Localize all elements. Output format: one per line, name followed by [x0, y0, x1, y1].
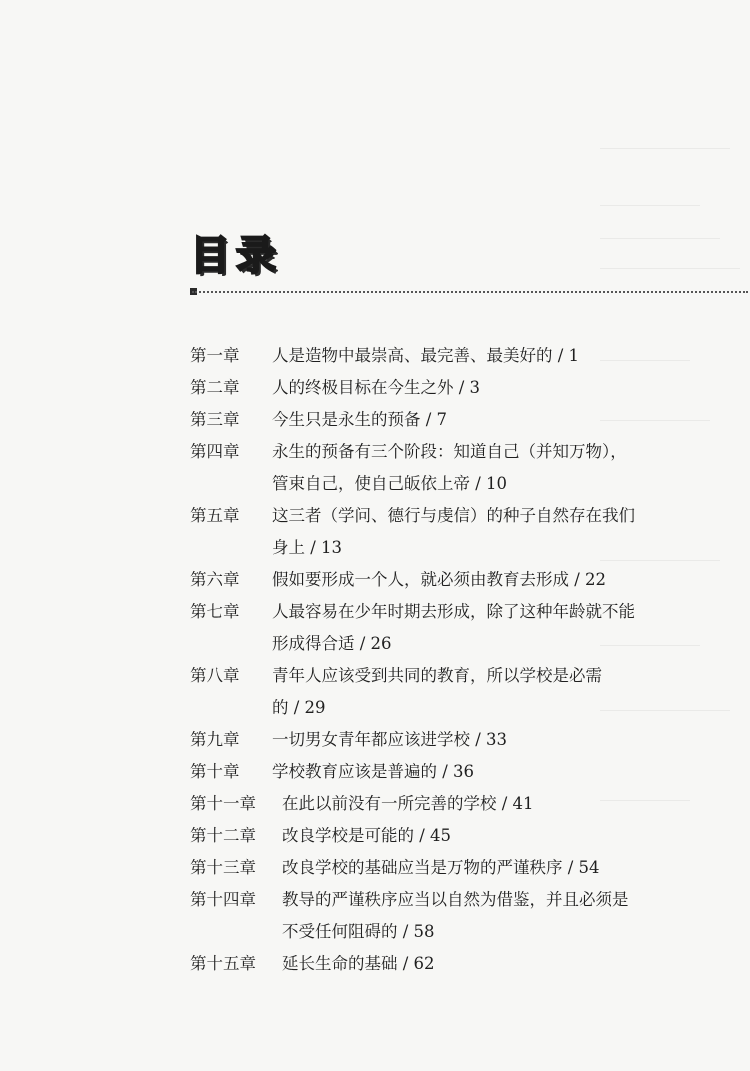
- toc-entry: [190, 724, 660, 756]
- chapter-title-line: 青年人应该受到共同的教育，所以学校是必需: [272, 666, 602, 685]
- chapter-label: 第五章: [190, 506, 240, 525]
- chapter-title-line: 今生只是永生的预备 / 7: [272, 410, 448, 429]
- chapter-title-line: 一切男女青年都应该进学校 / 33: [272, 730, 508, 749]
- chapter-title: [282, 884, 660, 948]
- chapter-title-line: 管束自己，使自己皈依上帝 / 10: [272, 474, 508, 493]
- chapter-title-line: 永生的预备有三个阶段：知道自己（并知万物），: [272, 442, 627, 461]
- chapter-title: [272, 724, 660, 756]
- chapter-title: [272, 660, 660, 724]
- chapter-title: [272, 596, 660, 660]
- chapter-title: [282, 948, 660, 980]
- toc-entry: [190, 852, 660, 884]
- chapter-title: [272, 436, 660, 500]
- chapter-title: [272, 340, 660, 372]
- chapter-label: 第四章: [190, 442, 240, 461]
- chapter-title: [282, 788, 660, 820]
- page-title: 目录: [190, 233, 282, 279]
- chapter-label: 第七章: [190, 602, 240, 621]
- chapter-label: 第十五章: [190, 954, 256, 973]
- chapter-title-line: 教导的严谨秩序应当以自然为借鉴，并且必须是: [282, 890, 629, 909]
- chapter-label: 第九章: [190, 730, 240, 749]
- chapter-title-line: 人最容易在少年时期去形成，除了这种年龄就不能: [272, 602, 635, 621]
- chapter-label: 第十二章: [190, 826, 256, 845]
- chapter-label: 第三章: [190, 410, 240, 429]
- chapter-title: [282, 820, 660, 852]
- chapter-title-line: 假如要形成一个人，就必须由教育去形成 / 22: [272, 570, 607, 589]
- chapter-title: [272, 564, 660, 596]
- title-dotted-rule: [192, 291, 748, 293]
- toc-entry: [190, 884, 660, 948]
- chapter-title-line: 的 / 29: [272, 698, 326, 717]
- toc-entry: [190, 596, 660, 660]
- chapter-label: 第十三章: [190, 858, 256, 877]
- toc-entry: [190, 436, 660, 500]
- toc-entry: [190, 404, 660, 436]
- chapter-title: [272, 756, 660, 788]
- chapter-label: 第八章: [190, 666, 240, 685]
- chapter-title: [272, 372, 660, 404]
- toc-entry: [190, 660, 660, 724]
- chapter-title-line: 改良学校是可能的 / 45: [282, 826, 452, 845]
- toc-entry: [190, 756, 660, 788]
- chapter-title: [282, 852, 660, 884]
- chapter-label: 第二章: [190, 378, 240, 397]
- chapter-title-line: 延长生命的基础 / 62: [282, 954, 435, 973]
- chapter-title-line: 在此以前没有一所完善的学校 / 41: [282, 794, 534, 813]
- chapter-title-line: 不受任何阻碍的 / 58: [282, 922, 435, 941]
- chapter-label: 第十四章: [190, 890, 256, 909]
- toc-entry: [190, 564, 660, 596]
- chapter-title-line: 人的终极目标在今生之外 / 3: [272, 378, 481, 397]
- chapter-title-line: 人是造物中最崇高、最完善、最美好的 / 1: [272, 346, 580, 365]
- table-of-contents: [190, 340, 660, 980]
- toc-entry: [190, 372, 660, 404]
- chapter-label: 第十一章: [190, 794, 256, 813]
- chapter-title: [272, 500, 660, 564]
- chapter-title: [272, 404, 660, 436]
- chapter-title-line: 改良学校的基础应当是万物的严谨秩序 / 54: [282, 858, 600, 877]
- toc-entry: [190, 948, 660, 980]
- chapter-title-line: 学校教育应该是普遍的 / 36: [272, 762, 475, 781]
- chapter-label: 第十章: [190, 762, 240, 781]
- toc-entry: [190, 820, 660, 852]
- toc-entry: [190, 500, 660, 564]
- chapter-label: 第一章: [190, 346, 240, 365]
- chapter-title-line: 身上 / 13: [272, 538, 343, 557]
- chapter-title-line: 形成得合适 / 26: [272, 634, 392, 653]
- chapter-label: 第六章: [190, 570, 240, 589]
- chapter-title-line: 这三者（学问、德行与虔信）的种子自然存在我们: [272, 506, 635, 525]
- toc-entry: [190, 340, 660, 372]
- toc-entry: [190, 788, 660, 820]
